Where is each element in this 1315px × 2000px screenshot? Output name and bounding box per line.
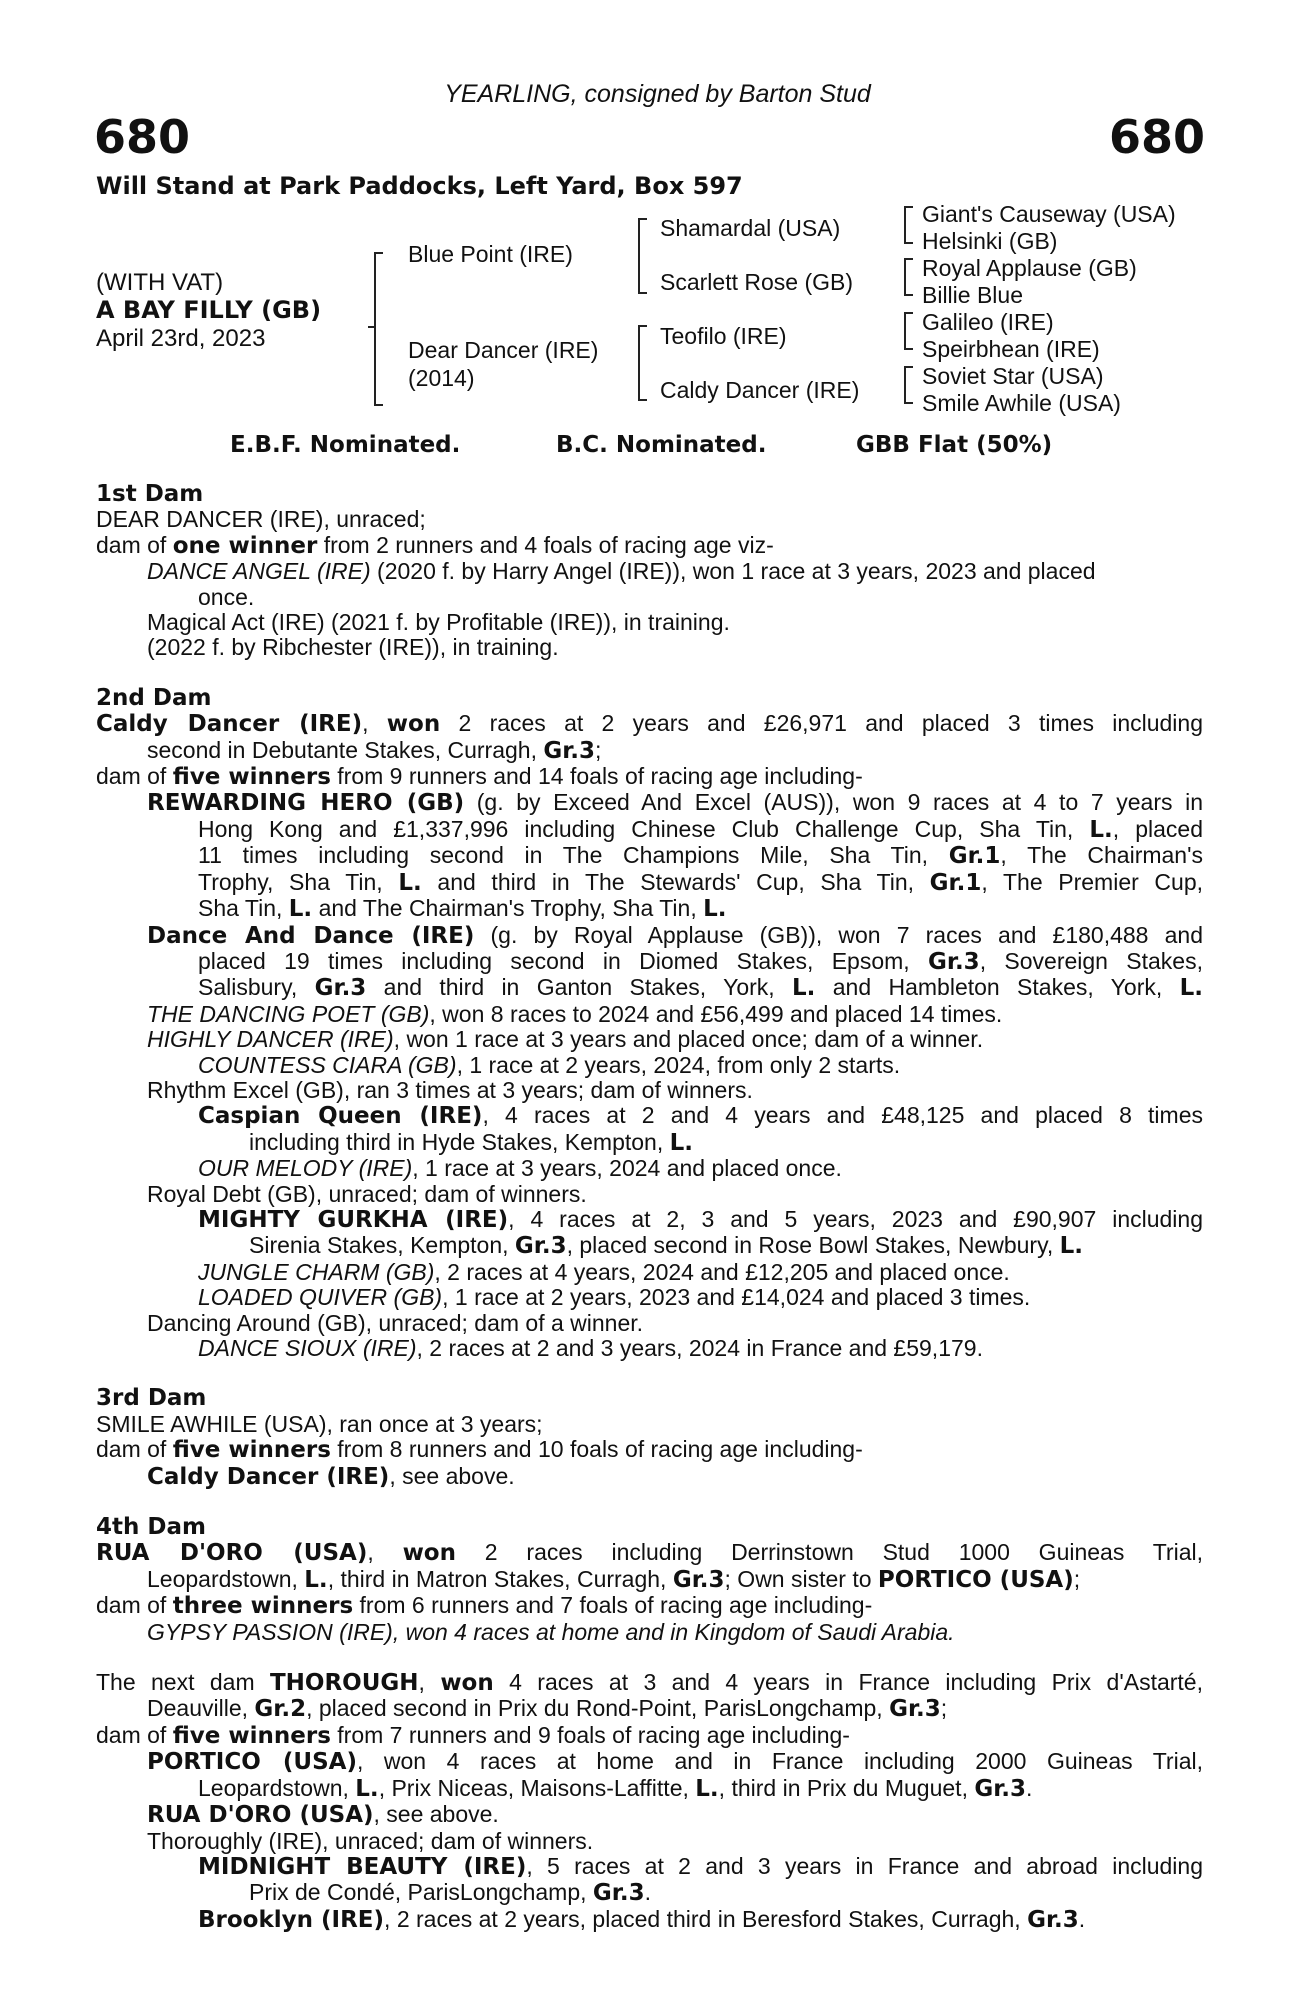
foaling-date: April 23rd, 2023 <box>96 325 266 352</box>
foal-our-melody: OUR MELODY (IRE), 1 race at 3 years, 2024 and placed once. <box>198 1155 842 1182</box>
foal-the-dancing-poet: THE DANCING POET (GB), won 8 races to 2024 and £56,499 and placed 14 times. <box>147 1000 1003 1027</box>
foal-caspian-queen: Caspian Queen (IRE), 4 races at 2 and 4 years and £48,125 and placed 8 times <box>198 1102 1203 1130</box>
pedigree-brace-g2 <box>904 258 913 296</box>
pedigree-sire-sire: Shamardal (USA) <box>660 215 841 241</box>
pedigree-g3-8: Smile Awhile (USA) <box>922 390 1121 416</box>
fourth-dam-line-1: RUA D'ORO (USA), won 2 races including Derrinstown Stud 1000 Guineas Trial, <box>96 1539 1203 1567</box>
pedigree-brace-g1 <box>904 206 913 244</box>
next-dam-line-2: Deauville, Gr.2, placed second in Prix du Rond-Point, ParisLongchamp, Gr.3; <box>147 1695 948 1723</box>
horse-name: A BAY FILLY (GB) <box>96 296 322 324</box>
third-dam-heading: 3rd Dam <box>96 1385 207 1412</box>
next-dam-record: dam of five winners from 7 runners and 9 foals of racing age including- <box>96 1721 850 1749</box>
first-dam-foal-1: DANCE ANGEL (IRE) (2020 f. by Harry Angel (IRE)), won 1 race at 3 years, 2023 and placed <box>147 558 1096 585</box>
fourth-dam-record: dam of three winners from 6 runners and 7 foals of racing age including- <box>96 1592 873 1620</box>
foal-rhythm-excel: Rhythm Excel (GB), ran 3 times at 3 years; dam of winners. <box>147 1076 753 1103</box>
pedigree-g3-1: Giant's Causeway (USA) <box>922 201 1176 227</box>
foal-dance-and-dance: Dance And Dance (IRE) (g. by Royal Applause (GB)), won 7 races and £180,488 and <box>147 921 1203 949</box>
foal-royal-debt: Royal Debt (GB), unraced; dam of winners. <box>147 1180 587 1207</box>
pedigree-brace-g3 <box>904 312 913 350</box>
foal-rua-doro: RUA D'ORO (USA), see above. <box>147 1801 499 1829</box>
lot-number-right: 680 <box>1108 110 1205 164</box>
pedigree-dam: Dear Dancer (IRE) <box>408 337 599 363</box>
bc-nomination: B.C. Nominated. <box>556 432 767 458</box>
pedigree-sire: Blue Point (IRE) <box>408 241 573 267</box>
fourth-dam-line-2: Leopardstown, L., third in Matron Stakes, Curragh, Gr.3; Own sister to PORTICO (USA); <box>147 1565 1081 1593</box>
foal-midnight-beauty: MIDNIGHT BEAUTY (IRE), 5 races at 2 and 3 years in France and abroad including <box>198 1852 1203 1880</box>
pedigree-g3-5: Galileo (IRE) <box>922 309 1054 335</box>
foal-dance-sioux: DANCE SIOUX (IRE), 2 races at 2 and 3 years, 2024 in France and £59,179. <box>198 1335 983 1361</box>
stand-location: Will Stand at Park Paddocks, Left Yard, Box 597 <box>96 172 743 200</box>
pedigree-g3-3: Royal Applause (GB) <box>922 255 1137 281</box>
pedigree-brace-sire <box>638 218 647 294</box>
ebf-nomination: E.B.F. Nominated. <box>230 432 461 458</box>
foal-mighty-gurkha: MIGHTY GURKHA (IRE), 4 races at 2, 3 and 5 years, 2023 and £90,907 including <box>198 1205 1204 1233</box>
second-dam-heading: 2nd Dam <box>96 684 212 711</box>
second-dam-line-1: Caldy Dancer (IRE), won 2 races at 2 years and £26,971 and placed 3 times including <box>96 710 1204 738</box>
foal-rewarding-hero-4: Trophy, Sha Tin, L. and third in The Stewards' Cup, Sha Tin, Gr.1, The Premier Cup, <box>198 868 1203 896</box>
foal-portico: PORTICO (USA), won 4 races at home and in France including 2000 Guineas Trial, <box>147 1748 1203 1776</box>
pedigree-g3-6: Speirbhean (IRE) <box>922 336 1100 362</box>
third-dam-record: dam of five winners from 8 runners and 10 foals of racing age including- <box>96 1436 863 1464</box>
foal-rewarding-hero: REWARDING HERO (GB) (g. by Exceed And Excel (AUS)), won 9 races at 4 to 7 years in <box>147 789 1203 817</box>
foal-dance-and-dance-2: placed 19 times including second in Diomed Stakes, Epsom, Gr.3, Sovereign Stakes, <box>198 947 1203 975</box>
second-dam-line-2: second in Debutante Stakes, Curragh, Gr.3; <box>147 736 602 764</box>
first-dam-line: DEAR DANCER (IRE), unraced; <box>96 506 426 533</box>
pedigree-dam-sire: Teofilo (IRE) <box>660 323 787 349</box>
first-dam-foal-3: (2022 f. by Ribchester (IRE)), in training. <box>147 634 559 661</box>
gbb-flat: GBB Flat (50%) <box>856 432 1053 458</box>
second-dam-record: dam of five winners from 9 runners and 14 foals of racing age including- <box>96 763 863 791</box>
lot-number-left: 680 <box>94 110 191 164</box>
fourth-dam-heading: 4th Dam <box>96 1514 206 1541</box>
third-dam-line: SMILE AWHILE (USA), ran once at 3 years; <box>96 1410 543 1437</box>
first-dam-heading: 1st Dam <box>96 481 204 507</box>
foal-dancing-around: Dancing Around (GB), unraced; dam of a winner. <box>147 1309 644 1336</box>
next-dam-line-1: The next dam THOROUGH, won 4 races at 3 and 4 years in France including Prix d'Astarté, <box>96 1669 1203 1697</box>
first-dam-foal-1-cont: once. <box>198 583 255 610</box>
foal-rewarding-hero-3: 11 times including second in The Champions Mile, Sha Tin, Gr.1, The Chairman's <box>198 842 1203 870</box>
foal-thoroughly: Thoroughly (IRE), unraced; dam of winners. <box>147 1827 594 1854</box>
foal-portico-2: Leopardstown, L., Prix Niceas, Maisons-Laffitte, L., third in Prix du Muguet, Gr.3. <box>198 1774 1033 1802</box>
foal-brooklyn: Brooklyn (IRE), 2 races at 2 years, placed third in Beresford Stakes, Curragh, Gr.3. <box>198 1905 1086 1933</box>
produce-record <box>96 482 1203 1933</box>
third-dam-foal: Caldy Dancer (IRE), see above. <box>147 1462 515 1490</box>
foal-highly-dancer: HIGHLY DANCER (IRE), won 1 race at 3 years and placed once; dam of a winner. <box>147 1026 984 1053</box>
consignment-line: YEARLING, consigned by Barton Stud <box>444 80 871 108</box>
pedigree-brace-point <box>368 326 374 328</box>
pedigree-dam-year: (2014) <box>408 365 475 391</box>
first-dam-record: dam of one winner from 2 runners and 4 foals of racing age viz- <box>96 531 774 559</box>
pedigree-dam-dam: Caldy Dancer (IRE) <box>660 377 860 403</box>
foal-loaded-quiver: LOADED QUIVER (GB), 1 race at 2 years, 2023 and £14,024 and placed 3 times. <box>198 1284 1031 1311</box>
foal-rewarding-hero-5: Sha Tin, L. and The Chairman's Trophy, Sha Tin, L. <box>198 895 727 923</box>
foal-rewarding-hero-2: Hong Kong and £1,337,996 including Chinese Club Challenge Cup, Sha Tin, L., placed <box>198 815 1203 843</box>
pedigree-brace-g4 <box>904 366 913 404</box>
foal-caspian-queen-2: including third in Hyde Stakes, Kempton, L. <box>249 1128 694 1156</box>
foal-dance-and-dance-3: Salisbury, Gr.3 and third in Ganton Stakes, York, L. and Hambleton Stakes, York, L. <box>198 974 1203 1002</box>
foal-countess-ciara: COUNTESS CIARA (GB), 1 race at 2 years, 2024, from only 2 starts. <box>198 1051 901 1078</box>
pedigree-brace-main <box>374 252 383 406</box>
first-dam-foal-2: Magical Act (IRE) (2021 f. by Profitable (IRE)), in training. <box>147 609 730 636</box>
pedigree-g3-4: Billie Blue <box>922 282 1023 308</box>
pedigree-g3-2: Helsinki (GB) <box>922 228 1058 254</box>
foal-mighty-gurkha-2: Sirenia Stakes, Kempton, Gr.3, placed second in Rose Bowl Stakes, Newbury, L. <box>249 1232 1084 1260</box>
vat-note: (WITH VAT) <box>96 269 224 296</box>
fourth-dam-foal: GYPSY PASSION (IRE), won 4 races at home and in Kingdom of Saudi Arabia. <box>147 1618 955 1645</box>
foal-midnight-beauty-2: Prix de Condé, ParisLongchamp, Gr.3. <box>249 1879 651 1907</box>
foal-jungle-charm: JUNGLE CHARM (GB), 2 races at 4 years, 2024 and £12,205 and placed once. <box>198 1258 1010 1285</box>
pedigree-brace-dam <box>638 325 647 401</box>
pedigree-sire-dam: Scarlett Rose (GB) <box>660 269 853 295</box>
pedigree-g3-7: Soviet Star (USA) <box>922 363 1104 389</box>
